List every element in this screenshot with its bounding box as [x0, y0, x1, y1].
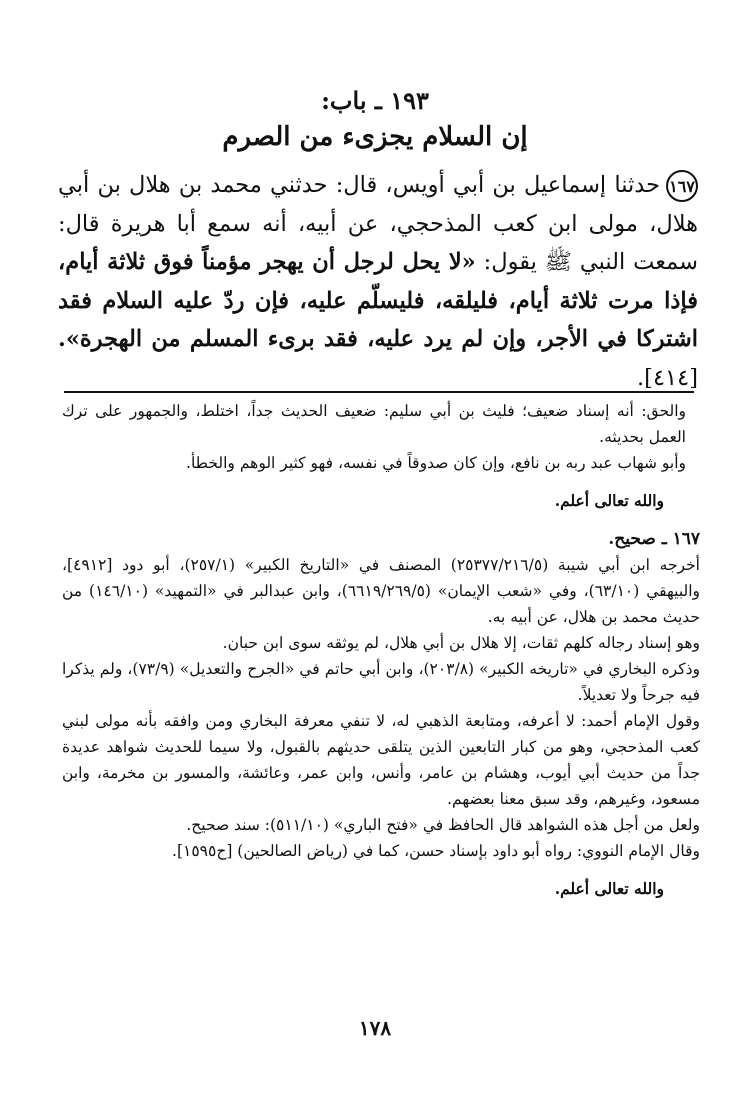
footnotes — [62, 398, 700, 914]
note-paragraph: وذكره البخاري في «تاريخه الكبير» (٢٠٣/٨)، وابن أبي حاتم في «الجرح والتعديل» (٧٣/٩)، ولم يذكرا فيه جرحاً ولا تعديلاً. — [62, 660, 700, 704]
note-paragraph: وقول الإمام أحمد: لا أعرفه، ومتابعة الذهبي له، لا تنفي معرفة البخاري ومن وافقه بأنه مولى لبني كعب المذحجي، وهو من كبار التابعين الذين يتلقى حديثهم بالقبول، ولا سيما للحديث شواهد عديدة جداً من حديث أبي أيوب، وهشام بن عامر، وأنس، وابن عمر، وعائشة، والمسور بن مخرمة، وابن مسعود، وغيرهم، وقد سبق معنا بعضهم. — [62, 712, 700, 808]
hadith-number-badge: ١٦٧ — [666, 170, 698, 202]
chapter-number: ١٩٣ ـ باب: — [321, 86, 429, 115]
hadith-isnad: حدثنا إسماعيل بن أبي أويس، قال: حدثني محمد بن هلال بن أبي هلال، مولى ابن كعب المذحجي، عن أبيه، أنه سمع أبا هريرة قال: سمعت النبي ﷺ يقول: — [58, 172, 698, 275]
hadith-text — [58, 166, 698, 397]
hadith-matn: «لا يحل لرجل أن يهجر مؤمناً فوق ثلاثة أيام، فإذا مرت ثلاثة أيام، فليلقه، فليسلّم عليه، فإن ردّ عليه السلام فقد اشتركا في الأجر، وإن لم يرد عليه، فقد برىء المسلم من الهجرة». — [58, 249, 698, 352]
note-paragraph: وهو إسناد رجاله كلهم ثقات، إلا هلال بن أبي هلال، لم يوثقه سوى ابن حبان. — [222, 634, 700, 652]
note-paragraph: ولعل من أجل هذه الشواهد قال الحافظ في «فتح الباري» (٥١١/١٠): سند صحيح. — [186, 816, 700, 834]
closing-phrase: والله تعالى أعلم. — [554, 879, 664, 898]
hadith-grade: ١٦٧ ـ صحيح. — [608, 529, 700, 549]
chapter-title: إن السلام يجزىء من الصرم — [222, 122, 528, 152]
note-paragraph: أخرجه ابن أبي شيبة (٢٥٣٧٧/٢١٦/٥) المصنف في «التاريخ الكبير» (٢٥٧/١)، أبو دود [٤٩١٢]، والبيهقي (٦٣/١٠)، وفي «شعب الإيمان» (٦٦١٩/٢٦٩/٥)، وابن عبدالبر في «التمهيد» (١٤٦/١٠) من حديث محمد بن هلال، عن أبيه به. — [62, 556, 701, 626]
page-number: ١٧٨ — [358, 1016, 392, 1040]
note-paragraph: وأبو شهاب عبد ربه بن نافع، وإن كان صدوقاً في نفسه، فهو كثير الوهم والخطأ. — [186, 454, 686, 472]
note-paragraph: وقال الإمام النووي: رواه أبو داود بإسناد حسن، كما في (رياض الصالحين) [ح١٥٩٥]. — [172, 842, 700, 860]
footnote-divider — [64, 391, 694, 393]
closing-phrase: والله تعالى أعلم. — [554, 491, 664, 510]
hadith-reference: [٤١٤]. — [637, 364, 698, 391]
note-paragraph: والحق: أنه إسناد ضعيف؛ فليث بن أبي سليم: ضعيف الحديث جداً، اختلط، والجمهور على ترك العمل بحديثه. — [62, 402, 686, 446]
